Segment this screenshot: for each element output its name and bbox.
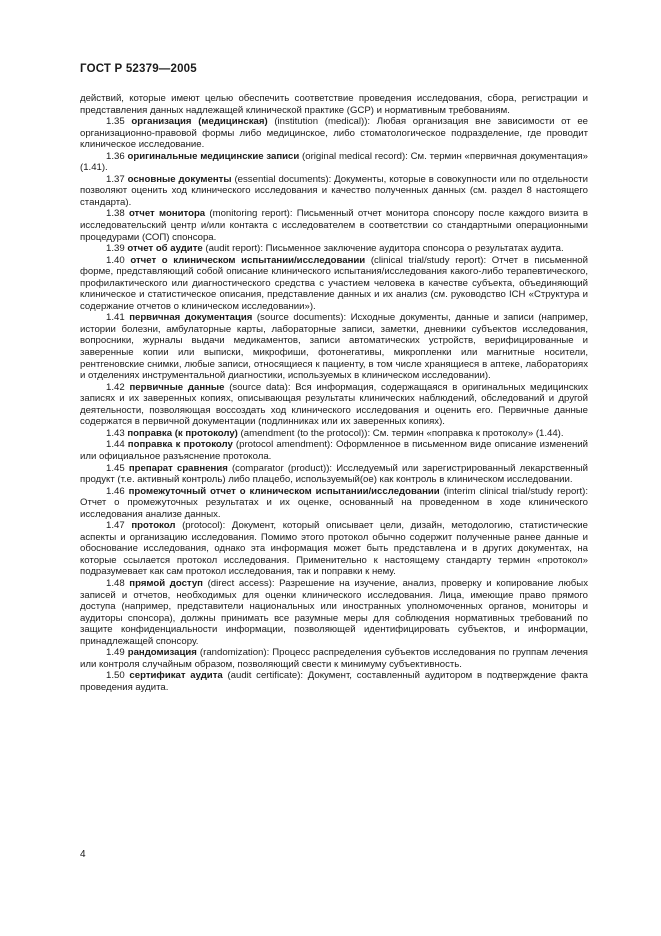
entry-term: первичные данные <box>129 381 225 393</box>
entry-number: 1.37 <box>106 173 125 185</box>
entry-definition: (monitoring report): Письменный отчет монитора спонсору после каждого визита в исследовательский центр и/или контакта с исследователем в соответствии со стандартными операционными процедурами (СОП) спонсора. <box>80 208 588 243</box>
entry-number: 1.36 <box>106 150 125 162</box>
definition-entry <box>80 151 588 174</box>
definitions-list <box>80 116 588 693</box>
definition-entry <box>80 174 588 209</box>
entry-definition: (audit report): Письменное заключение аудитора спонсора о результатах аудита. <box>202 243 564 255</box>
entry-term: прямой доступ <box>129 577 203 589</box>
entry-definition: (comparator (product)): Исследуемый или зарегистрированный лекарственный продукт (т.е. активный контроль) либо плацебо, используемый(ое) как контроль в клиническом исследовании. <box>80 462 589 486</box>
entry-term: отчет о клиническом испытании/исследовании <box>130 254 366 266</box>
document-id-header: ГОСТ Р 52379—2005 <box>80 63 197 75</box>
entry-term: организация (медицинская) <box>131 116 268 128</box>
entry-term: препарат сравнения <box>128 462 228 474</box>
entry-term: протокол <box>131 520 176 532</box>
page-number: 4 <box>80 849 86 860</box>
entry-definition: (randomization): Процесс распределения субъектов исследования по группам лечения или контроля случайным образом, позволяющий свести к минимуму субъективность. <box>80 647 588 670</box>
entry-number: 1.44 <box>106 439 125 451</box>
definition-entry <box>80 647 588 670</box>
definition-entry <box>80 382 588 428</box>
definition-entry <box>80 486 588 521</box>
entry-number: 1.43 <box>106 427 125 439</box>
entry-definition: (direct access): Разрешение на изучение, анализ, проверку и копирование любых записей и отчетов, необходимых для оценки клинического исследования. Лица, имеющие право прямого доступа (например, представители национальных или иностранных уполномоченных органов, мониторы и аудиторы спонсора), должны принимать все разумные меры для соблюдения нормативных требований по защите конфиденциальности информации, позволяющей идентифицировать субъектов, и информации, принадлежащей спонсору. <box>80 577 588 647</box>
definition-entry <box>80 312 588 381</box>
definition-entry <box>80 670 588 693</box>
entry-term: отчет монитора <box>128 208 206 220</box>
entry-number: 1.50 <box>106 670 125 682</box>
entry-number: 1.45 <box>106 462 125 474</box>
entry-definition: (source data): Вся информация, содержащаяся в оригинальных медицинских записях и их заверенных копиях, описывающая результаты клинических наблюдений, обследований и другой деятельности, позволяющая воссоздать ход клинического исследования и оценить его. Первичные данные содержатся в первичной документации (подлинниках или их заверенных копиях). <box>80 381 588 428</box>
entry-number: 1.38 <box>106 208 125 220</box>
entry-number: 1.48 <box>106 577 125 589</box>
entry-definition: (clinical trial/study report): Отчет в письменной форме, представляющий собой описание клинического испытания/исследования какого-либо терапевтического, профилактического или диагностического средства с участием человека в качестве субъекта, объединяющий клиническое и статистическое описания, представление данных и их анализ (см. руководство ICH «Структура и содержание отчетов о клиническом исследовании»). <box>80 254 588 312</box>
entry-term: сертификат аудита <box>129 670 223 682</box>
entry-number: 1.47 <box>106 520 125 532</box>
definition-entry <box>80 439 588 462</box>
entry-number: 1.39 <box>106 243 125 255</box>
entry-term: отчет об аудите <box>127 243 203 255</box>
entry-number: 1.49 <box>106 647 125 659</box>
definition-entry <box>80 520 588 578</box>
entry-number: 1.46 <box>106 485 125 497</box>
entry-term: первичная документация <box>129 312 253 324</box>
definition-entry <box>80 116 588 151</box>
definition-entry <box>80 463 588 486</box>
definition-entry <box>80 255 588 313</box>
entry-definition: (protocol amendment): Оформленное в письменном виде описание изменений или официальное разъяснение протокола. <box>80 439 588 462</box>
definition-entry <box>80 578 588 647</box>
document-body <box>80 93 588 693</box>
entry-term: рандомизация <box>127 647 197 659</box>
entry-term: оригинальные медицинские записи <box>127 150 300 162</box>
entry-definition: (amendment (to the protocol)): См. термин «поправка к протоколу» (1.44). <box>237 427 564 439</box>
definition-entry <box>80 208 588 243</box>
entry-definition: (essential documents): Документы, которые в совокупности или по отдельности позволяют оценить ход клинического исследования и качество полученных данных (см. раздел 8 настоящего стандарта). <box>80 173 588 208</box>
entry-term: поправка к протоколу <box>127 439 233 451</box>
entry-number: 1.42 <box>106 381 125 393</box>
entry-definition: (original medical record): См. термин «первичная документация» (1.41). <box>80 150 588 174</box>
entry-definition: (institution (medical)): Любая организация вне зависимости от ее организационно-правовой формы либо медицинское, либо стоматологическое подразделение, где проводит клиническое исследование. <box>80 116 588 151</box>
entry-definition: (interim clinical trial/study report): Отчет о промежуточных результатах и их оценке, основанный на проведенном в ходе клинического исследования анализе данных. <box>80 485 589 520</box>
entry-term: промежуточный отчет о клиническом испытании/исследовании <box>128 485 440 497</box>
intro-paragraph: действий, которые имеют целью обеспечить соответствие проведения исследования, сбора, регистрации и представления данных надлежащей клинической практике (GCP) и нормативным требованиям. <box>80 93 588 116</box>
entry-term: поправка (к протоколу) <box>127 427 238 439</box>
entry-definition: (source documents): Исходные документы, данные и записи (например, истории болезни, амбулаторные карты, лабораторные записи, заметки, дневники субъектов исследования, вопросники, журналы выдачи медикаментов, записи автоматических устройств, верифицированные и заверенные копии или выписки, микрофиши, фотонегативы, микропленки или магнитные носители, рентгеновские снимки, любые записи, относящиеся к пациенту, в том числе хранящиеся в аптеке, лабораториях и отделениях инструментальной диагностики, используемых в клиническом исследовании). <box>80 312 588 382</box>
definition-entry <box>80 243 588 255</box>
entry-term: основные документы <box>127 173 232 185</box>
entry-number: 1.41 <box>106 312 125 324</box>
entry-definition: (protocol): Документ, который описывает цели, дизайн, методологию, статистические аспекты и организацию исследования. Помимо этого протокол обычно содержит полученные ранее данные и обоснование исследования, однако эта информация может быть представлена и в других документах, на которые ссылается протокол исследования. Применительно к настоящему стандарту термин «протокол» подразумевает как сам протокол исследования, так и поправки к нему. <box>80 520 588 578</box>
definition-entry <box>80 428 588 440</box>
entry-number: 1.40 <box>106 254 125 266</box>
entry-definition: (audit certificate): Документ, составленный аудитором в подтверждение факта проведения аудита. <box>80 670 589 693</box>
entry-number: 1.35 <box>106 116 125 128</box>
